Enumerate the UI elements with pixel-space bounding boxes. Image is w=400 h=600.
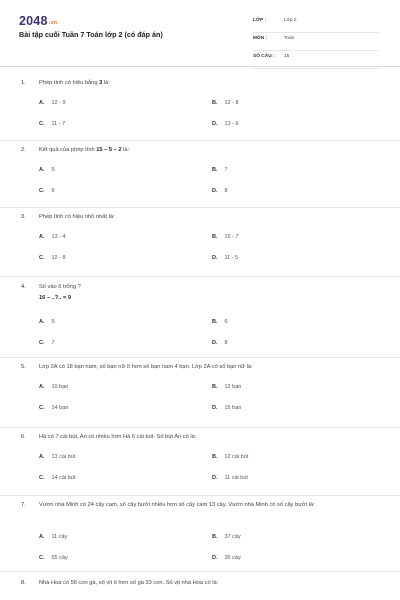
question-expression: 16 – ..?.. = 9 <box>39 295 72 301</box>
answer-option-a[interactable] <box>39 384 68 390</box>
answer-option-c[interactable] <box>39 121 65 127</box>
question-text-part: Vườn nhà Minh có 24 cây cam, số cây bưởi nhiều hơn số cây cam 13 cây. Vườn nhà Minh có số cây bưởi là: <box>39 502 315 508</box>
question-divider <box>0 495 400 496</box>
answer-option-a[interactable] <box>39 454 75 460</box>
option-text: 37 cây <box>224 534 241 540</box>
answer-option-c[interactable] <box>39 405 68 411</box>
question-text <box>39 432 384 442</box>
option-letter: C. <box>39 475 45 481</box>
question-divider <box>0 357 400 358</box>
question-text-part: Phép tính có hiệu nhỏ nhất là: <box>39 214 115 220</box>
answer-option-c[interactable] <box>39 340 55 346</box>
answer-option-a[interactable] <box>39 319 55 325</box>
option-letter: A. <box>39 100 45 106</box>
option-letter: B. <box>212 319 218 325</box>
option-letter: D. <box>212 255 218 261</box>
question-text-part: Số vào ô trống ? <box>39 284 81 290</box>
option-letter: D. <box>212 121 218 127</box>
option-text: 7 <box>224 167 228 173</box>
option-letter: C. <box>39 340 45 346</box>
option-text: 12 - 8 <box>224 100 239 106</box>
answer-option-d[interactable] <box>212 405 241 411</box>
question-text-part: Lớp 2A có 18 bạn nam, số bạn nữ ít hơn số bạn nam 4 bạn. Lớp 2A có số bạn nữ là: <box>39 364 253 370</box>
question-number: 5. <box>21 364 26 370</box>
meta-count-label: SỐ CÂU : <box>253 54 275 59</box>
option-letter: B. <box>212 384 218 390</box>
option-text: 12 bạn <box>224 384 242 390</box>
question-text <box>39 78 384 88</box>
option-letter: C. <box>39 255 45 261</box>
question-divider <box>0 207 400 208</box>
question-text <box>39 578 384 588</box>
answer-option-a[interactable] <box>39 534 67 540</box>
question-text <box>39 500 384 510</box>
option-text: 7 <box>51 340 55 346</box>
option-text: 5 <box>51 167 55 173</box>
option-letter: D. <box>212 475 218 481</box>
option-letter: D. <box>212 555 218 561</box>
meta-count-value: 15 <box>284 54 290 59</box>
meta-class-value: Lớp 2 <box>284 18 297 23</box>
question-emphasis: 3 <box>99 80 103 86</box>
question-number: 2. <box>21 147 26 153</box>
option-letter: A. <box>39 167 45 173</box>
option-text: 6 <box>224 319 228 325</box>
question-number: 8. <box>21 580 26 586</box>
meta-info <box>253 15 379 69</box>
option-letter: C. <box>39 188 45 194</box>
option-letter: C. <box>39 555 45 561</box>
question-divider <box>0 571 400 572</box>
option-letter: D. <box>212 188 218 194</box>
question-number: 1. <box>21 80 26 86</box>
option-text: 11 cây <box>51 534 68 540</box>
answer-option-d[interactable] <box>212 340 228 346</box>
answer-option-b[interactable] <box>212 167 228 173</box>
question-text <box>39 362 384 372</box>
option-letter: B. <box>212 534 218 540</box>
question-text-part: Phép tính có hiệu bằng <box>39 80 100 86</box>
option-text: 15 bạn <box>224 405 242 411</box>
answer-option-d[interactable] <box>212 121 239 127</box>
question-divider <box>0 427 400 428</box>
option-letter: B. <box>212 100 218 106</box>
question-text-part: Kết quả của phép tính <box>39 147 97 153</box>
option-text: 13 cái bút <box>51 454 76 460</box>
answer-option-c[interactable] <box>39 188 55 194</box>
answer-option-a[interactable] <box>39 234 66 240</box>
answer-option-b[interactable] <box>212 100 239 106</box>
answer-option-b[interactable] <box>212 234 239 240</box>
option-text: 14 cái bút <box>51 475 76 481</box>
option-letter: C. <box>39 121 45 127</box>
answer-option-d[interactable] <box>212 255 238 261</box>
option-text: 15 - 7 <box>224 234 239 240</box>
option-text: 14 bạn <box>51 405 69 411</box>
answer-option-d[interactable] <box>212 555 241 561</box>
question-emphasis: 15 – 5 – 2 <box>96 147 122 153</box>
meta-class-label: LỚP : <box>253 18 267 23</box>
question-text-part: Hà có 7 cái bút, An có nhiều hơn Hà 6 cái bút. Số bút An có là: <box>39 434 197 440</box>
answer-option-b[interactable] <box>212 384 241 390</box>
question-number: 7. <box>21 502 26 508</box>
option-text: 12 cái bút <box>224 454 249 460</box>
answer-option-d[interactable] <box>212 188 228 194</box>
answer-option-c[interactable] <box>39 255 66 261</box>
option-letter: A. <box>39 384 45 390</box>
answer-option-c[interactable] <box>39 475 75 481</box>
question-text-part: là: <box>121 147 130 153</box>
option-text: 11 cái bút <box>224 475 248 481</box>
option-letter: B. <box>212 234 218 240</box>
option-text: 11 - 7 <box>51 121 66 127</box>
question-text-part: là: <box>102 80 110 86</box>
option-text: 8 <box>224 340 228 346</box>
answer-option-d[interactable] <box>212 475 248 481</box>
option-text: 55 cây <box>51 555 68 561</box>
question-number: 6. <box>21 434 26 440</box>
option-text: 13 - 4 <box>51 234 66 240</box>
question-text <box>39 145 384 155</box>
question-number: 4. <box>21 284 26 290</box>
option-letter: A. <box>39 454 45 460</box>
option-letter: C. <box>39 405 45 411</box>
option-text: 5 <box>51 319 55 325</box>
option-letter: A. <box>39 234 45 240</box>
meta-subject-value: Toán <box>284 36 295 41</box>
answer-option-a[interactable] <box>39 167 55 173</box>
answer-option-c[interactable] <box>39 555 68 561</box>
option-letter: B. <box>212 454 218 460</box>
option-text: 12 - 8 <box>51 255 66 261</box>
question-text-part: Nhà Hoa có 56 con gà, số vịt ít hơn số gà 33 con. Số vịt nhà Hoa có là: <box>39 580 219 586</box>
answer-option-b[interactable] <box>212 319 228 325</box>
logo-suffix: .vn <box>48 20 58 26</box>
option-text: 8 <box>224 188 228 194</box>
option-text: 35 cây <box>224 555 241 561</box>
option-text: 12 - 9 <box>51 100 66 106</box>
answer-option-b[interactable] <box>212 534 241 540</box>
option-text: 13 - 6 <box>224 121 239 127</box>
option-letter: D. <box>212 405 218 411</box>
option-letter: D. <box>212 340 218 346</box>
option-letter: B. <box>212 167 218 173</box>
logo-main: 2048 <box>19 14 48 28</box>
meta-class-row <box>253 15 379 33</box>
page-title: Bài tập cuối Tuần 7 Toán lớp 2 (có đáp án) <box>19 30 163 39</box>
question-text <box>39 212 384 222</box>
option-text: 11 - 5 <box>224 255 239 261</box>
question-number: 3. <box>21 214 26 220</box>
page-header <box>0 0 400 62</box>
question-divider <box>0 276 400 277</box>
option-letter: A. <box>39 534 45 540</box>
meta-subject-row <box>253 33 379 51</box>
header-divider <box>0 66 400 67</box>
answer-option-a[interactable] <box>39 100 66 106</box>
site-logo[interactable] <box>19 14 57 28</box>
answer-option-b[interactable] <box>212 454 248 460</box>
option-text: 10 bạn <box>51 384 69 390</box>
question-text <box>39 282 384 292</box>
meta-subject-label: MÔN : <box>253 36 268 41</box>
option-text: 9 <box>51 188 55 194</box>
question-divider <box>0 140 400 141</box>
option-letter: A. <box>39 319 45 325</box>
